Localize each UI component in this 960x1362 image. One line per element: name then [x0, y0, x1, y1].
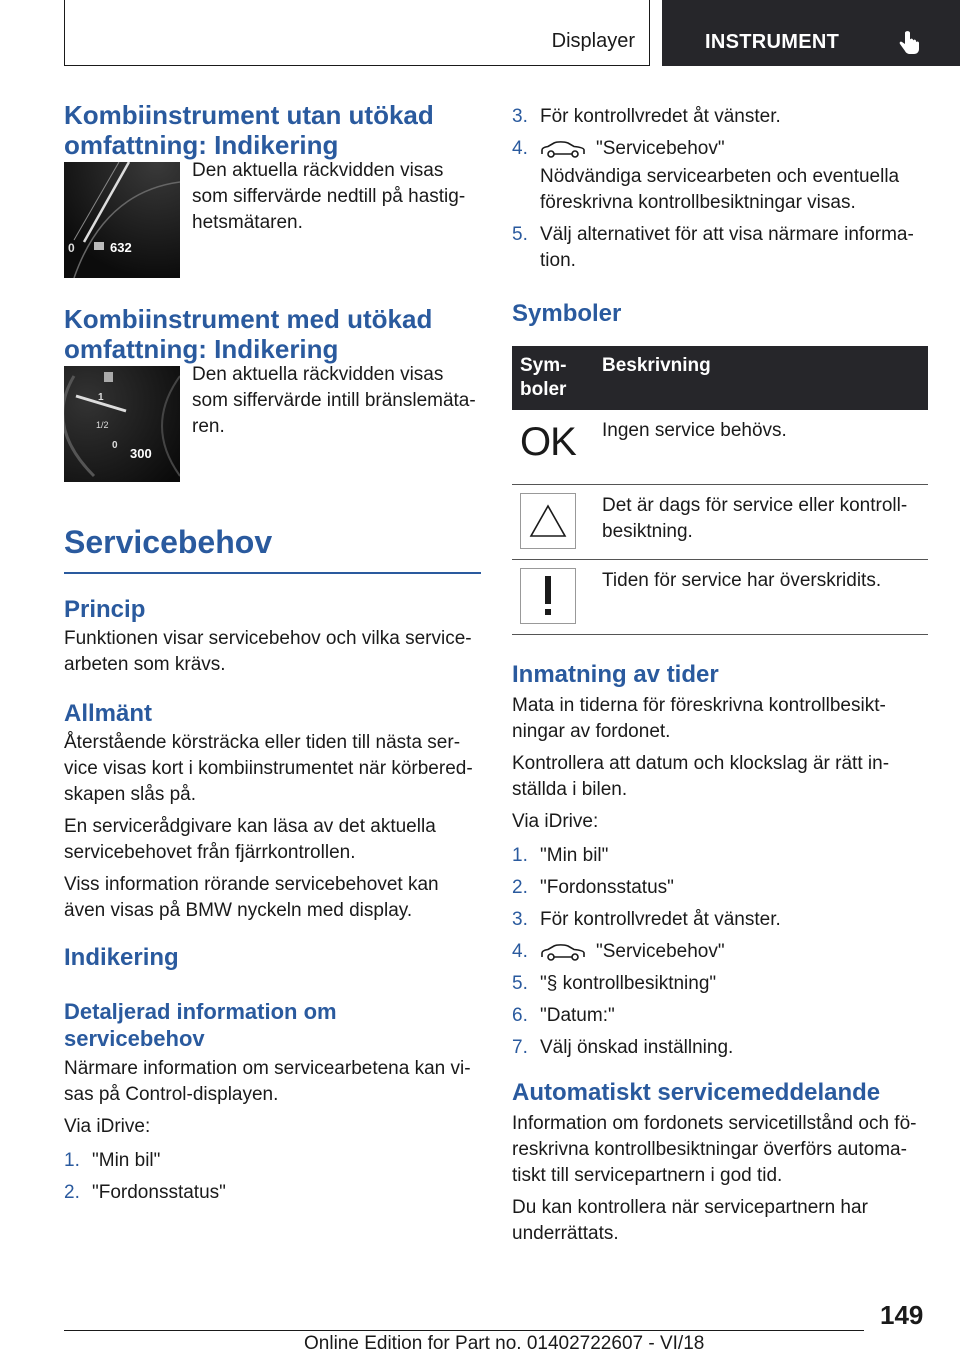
via-idrive-right: Via iDrive: — [512, 811, 599, 832]
heading-med: Kombiinstrument med utökad omfattning: Indikering — [64, 304, 433, 364]
table-row — [512, 485, 928, 560]
right-steps-list-a — [512, 104, 928, 274]
table-cell-description: Ingen service behövs. — [594, 410, 928, 485]
utan-description: Den aktuella räckvidden visas som siffervärde nedtill på hastighetsmätaren. — [192, 160, 466, 233]
step-number: 2. — [512, 877, 528, 898]
step-number: 6. — [512, 1005, 528, 1026]
list-item — [512, 136, 928, 162]
list-item — [512, 1035, 928, 1061]
car-service-icon — [540, 139, 586, 159]
fuel-icon — [94, 242, 104, 250]
list-item — [64, 1148, 481, 1174]
list-item — [512, 1003, 928, 1029]
speedometer-image — [64, 162, 180, 278]
table-row — [512, 560, 928, 635]
heading-allmant: Allmänt — [64, 700, 153, 727]
list-item — [512, 971, 928, 997]
princip-text: Funktionen visar servicebehov och vilka servicearbeten som krävs. — [64, 628, 472, 675]
fig2-half: 1/2 — [96, 420, 109, 430]
allmant-paragraph-1: Återstående körsträcka eller tiden till nästa service visas kort i kombiinstrumentet när körberedskapen slås på. — [64, 732, 473, 805]
step-number: 5. — [512, 224, 528, 245]
step-number: 5. — [512, 973, 528, 994]
step-text: "Min bil" — [540, 845, 609, 866]
section-divider — [64, 572, 481, 574]
fig2-zero: 0 — [112, 440, 118, 451]
car-service-icon — [540, 942, 586, 962]
list-item — [512, 939, 928, 965]
list-item — [512, 907, 928, 933]
table-cell-description: Det är dags för service eller kontrollbesiktning. — [594, 485, 928, 560]
fuel-gauge-figure — [64, 366, 180, 482]
header-section-label: Displayer — [551, 30, 635, 52]
list-item — [64, 1180, 481, 1206]
heading-symboler: Symboler — [512, 300, 622, 327]
heading-indikering: Indikering — [64, 944, 179, 971]
heading-automatiskt: Automatiskt servicemeddelande — [512, 1079, 881, 1106]
fig2-one: 1 — [98, 392, 104, 403]
step-number: 3. — [512, 909, 528, 930]
ok-symbol: OK — [520, 420, 576, 464]
fuel-gauge-image — [64, 366, 180, 482]
list-item — [512, 104, 928, 130]
header-chapter-tab — [662, 0, 960, 66]
via-idrive-left: Via iDrive: — [64, 1116, 151, 1137]
step-number: 2. — [64, 1182, 80, 1203]
auto-paragraph-2: Du kan kontrollera när servicepartnern har underrättats. — [512, 1197, 868, 1244]
step-text: "Datum:" — [540, 1005, 615, 1026]
step-number: 1. — [512, 845, 528, 866]
step-text: "Min bil" — [92, 1150, 161, 1171]
step-text: Välj önskad inställning. — [540, 1037, 734, 1058]
list-item — [512, 222, 928, 274]
allmant-paragraph-2: En servicerådgivare kan läsa av det aktuella servicebehovet från fjärrkontrollen. — [64, 816, 436, 863]
step4-subtext: Nödvändiga servicearbeten och eventuella föreskrivna kontrollbesiktningar visas. — [540, 166, 900, 213]
table-cell-description: Tiden för service har överskridits. — [594, 560, 928, 635]
table-header-symbols: Symboler — [512, 346, 594, 410]
footer-edition: Online Edition for Part no. 01402722607 - VI/18 — [304, 1333, 705, 1354]
heading-princip: Princip — [64, 596, 146, 623]
list-item — [512, 843, 928, 869]
page-footer — [64, 1330, 864, 1354]
table-row — [512, 410, 928, 485]
page-number: 149 — [880, 1300, 924, 1330]
speedometer-figure — [64, 162, 180, 278]
pointing-hand-icon — [896, 30, 922, 56]
step-text: Välj alternativet för att visa närmare information. — [540, 224, 914, 271]
step-number: 4. — [512, 941, 528, 962]
med-description: Den aktuella räckvidden visas som siffervärde intill bränslemätaren. — [192, 364, 476, 437]
heading-detaljerad: Detaljerad information om servicebehov — [64, 999, 337, 1051]
right-steps-list-b — [512, 843, 928, 1061]
detaljerad-text: Närmare information om servicearbetena kan visas på Control-displayen. — [64, 1058, 471, 1105]
step-number: 7. — [512, 1037, 528, 1058]
list-item — [512, 875, 928, 901]
heading-inmatning: Inmatning av tider — [512, 661, 719, 688]
heading-servicebehov: Servicebehov — [64, 524, 273, 560]
step-text: "Servicebehov" — [596, 138, 725, 159]
allmant-paragraph-3: Viss information rörande servicebehovet kan även visas på BMW nyckeln med display. — [64, 874, 439, 921]
fig2-range-value: 300 — [130, 446, 152, 461]
step-text: För kontrollvredet åt vänster. — [540, 106, 781, 127]
list-item-sub — [512, 164, 928, 216]
right-column — [512, 104, 928, 1253]
auto-paragraph-1: Information om fordonets servicetillstånd och föreskrivna kontrollbesiktningar överförs automatiskt till servicepartnern i god tid. — [512, 1113, 917, 1186]
step-text: "Servicebehov" — [596, 941, 725, 962]
left-column — [64, 100, 481, 1212]
inmatning-paragraph-2: Kontrollera att datum och klockslag är rätt inställda i bilen. — [512, 753, 890, 800]
exclamation-icon — [520, 568, 576, 624]
header-section-tab — [64, 0, 650, 66]
inmatning-paragraph-1: Mata in tiderna för föreskrivna kontrollbesiktningar av fordonet. — [512, 695, 886, 742]
step-number: 4. — [512, 138, 528, 159]
fig1-range-value: 632 — [110, 240, 132, 255]
step-number: 1. — [64, 1150, 80, 1171]
heading-utan: Kombiinstrument utan utökad omfattning: Indikering — [64, 100, 434, 160]
step-text: "Fordonsstatus" — [92, 1182, 226, 1203]
page-header — [64, 0, 960, 66]
header-chapter-label: INSTRUMENT — [705, 31, 840, 53]
step-text: För kontrollvredet åt vänster. — [540, 909, 781, 930]
fig1-zero: 0 — [68, 241, 75, 255]
left-steps-list — [64, 1148, 481, 1206]
step-text: "Fordonsstatus" — [540, 877, 674, 898]
step-number: 3. — [512, 106, 528, 127]
step-text: "§ kontrollbesiktning" — [540, 973, 717, 994]
symbols-table — [512, 346, 928, 635]
warning-triangle-icon — [520, 493, 576, 549]
fuel-pump-icon — [104, 372, 113, 382]
table-header-description: Beskrivning — [594, 346, 928, 410]
